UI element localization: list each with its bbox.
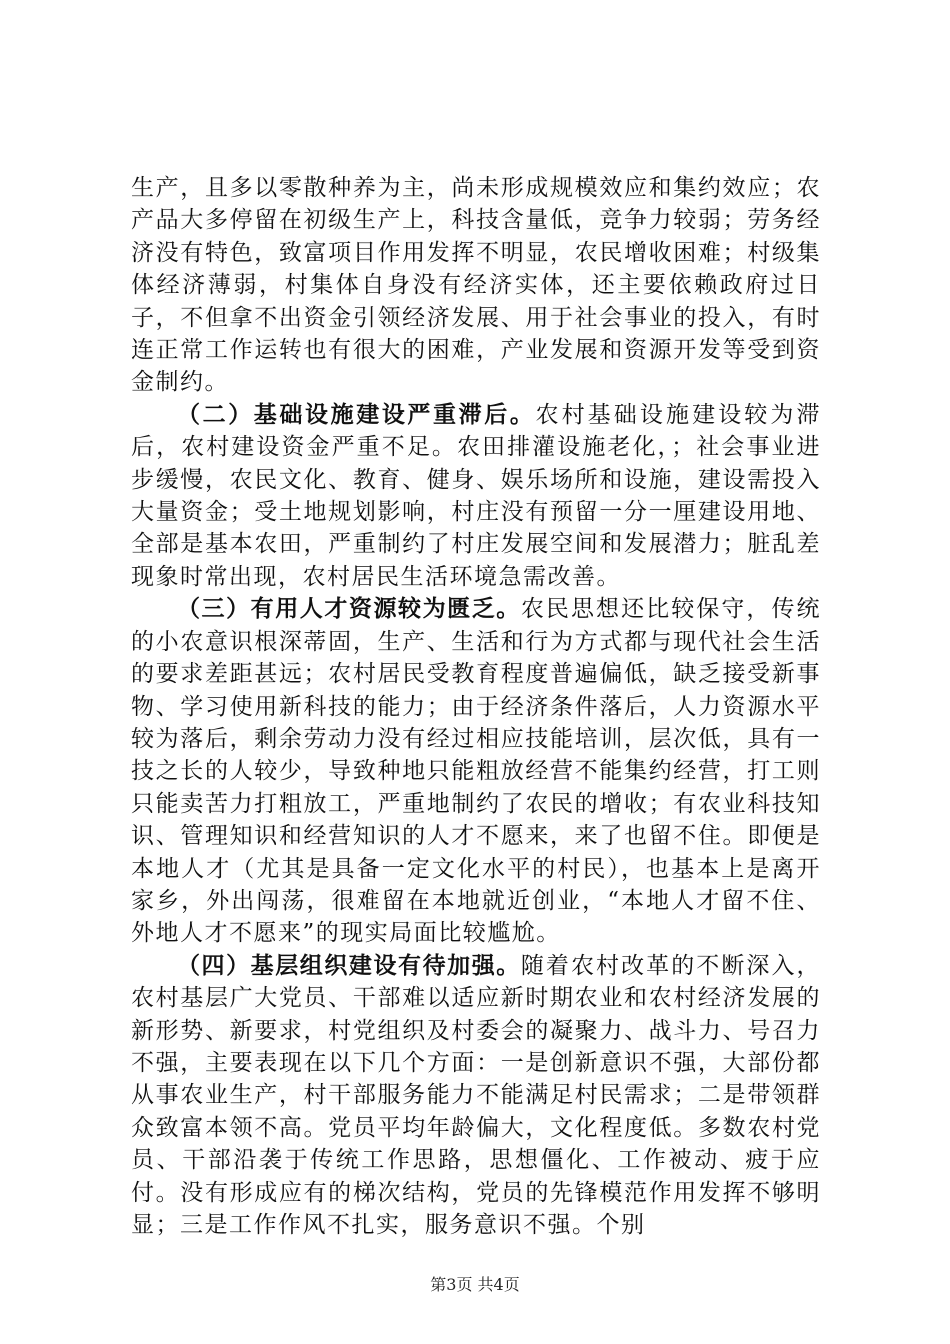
paragraph-body: 农民思想还比较保守，传统的小农意识根深蒂固，生产、生活和行为方式都与现代社会生活的要求差距甚远；农村居民受教育程度普遍偏低，缺乏接受新事物、学习使用新科技的能力；由于经济条件落后，人力资源水平较为落后，剩余劳动力没有经过相应技能培训，层次低，具有一技之长的人较少，导致种地只能粗放经营不能集约经营，打工则只能卖苦力打粗放工，严重地制约了农民的增收；有农业科技知识、管理知识和经营知识的人才不愿来，来了也留不住。即便是本地人才（尤其是具备一定文化水平的村民），也基本上是离开家乡，外出闯荡，很难留在本地就近创业，“本地人才留不住、外地人才不愿来”的现实局面比较尴尬。 — [131, 596, 822, 947]
paragraph-heading: （四）基层组织建设有待加强。 — [177, 952, 521, 979]
paragraph-heading: （二）基础设施建设严重滞后。 — [177, 401, 536, 428]
paragraph-infrastructure — [131, 399, 821, 593]
paragraph-organization — [131, 950, 821, 1242]
body-text — [131, 172, 821, 1241]
paragraph-body: 农村基础设施建设较为滞后，农村建设资金严重不足。农田排灌设施老化，；社会事业进步缓慢，农民文化、教育、健身、娱乐场所和设施，建设需投入大量资金；受土地规划影响，村庄没有预留一分一厘建设用地、全部是基本农田，严重制约了村庄发展空间和发展潜力；脏乱差现象时常出现，农村居民生活环境急需改善。 — [131, 401, 822, 590]
paragraph-body: 随着农村改革的不断深入，农村基层广大党员、干部难以适应新时期农业和农村经济发展的新形势、新要求，村党组织及村委会的凝聚力、战斗力、号召力不强，主要表现在以下几个方面：一是创新意识不强，大部份都从事农业生产，村干部服务能力不能满足村民需求；二是带领群众致富本领不高。党员平均年龄偏大，文化程度低。多数农村党员、干部沿袭于传统工作思路，思想僵化、工作被动、疲于应付。没有形成应有的梯次结构，党员的先锋模范作用发挥不够明显；三是工作作风不扎实，服务意识不强。个别 — [131, 952, 822, 1238]
paragraph-continuation — [131, 172, 821, 399]
paragraph-body: 生产，且多以零散种养为主，尚未形成规模效应和集约效应；农产品大多停留在初级生产上，科技含量低，竞争力较弱；劳务经济没有特色，致富项目作用发挥不明显，农民增收困难；村级集体经济薄弱，村集体自身没有经济实体，还主要依赖政府过日子，不但拿不出资金引领经济发展、用于社会事业的投入，有时连正常工作运转也有很大的困难，产业发展和资源开发等受到资金制约。 — [131, 175, 821, 396]
paragraph-heading: （三）有用人才资源较为匮乏。 — [177, 596, 521, 623]
page-number-footer: 第3页 共4页 — [430, 1275, 520, 1294]
paragraph-talent — [131, 593, 821, 949]
